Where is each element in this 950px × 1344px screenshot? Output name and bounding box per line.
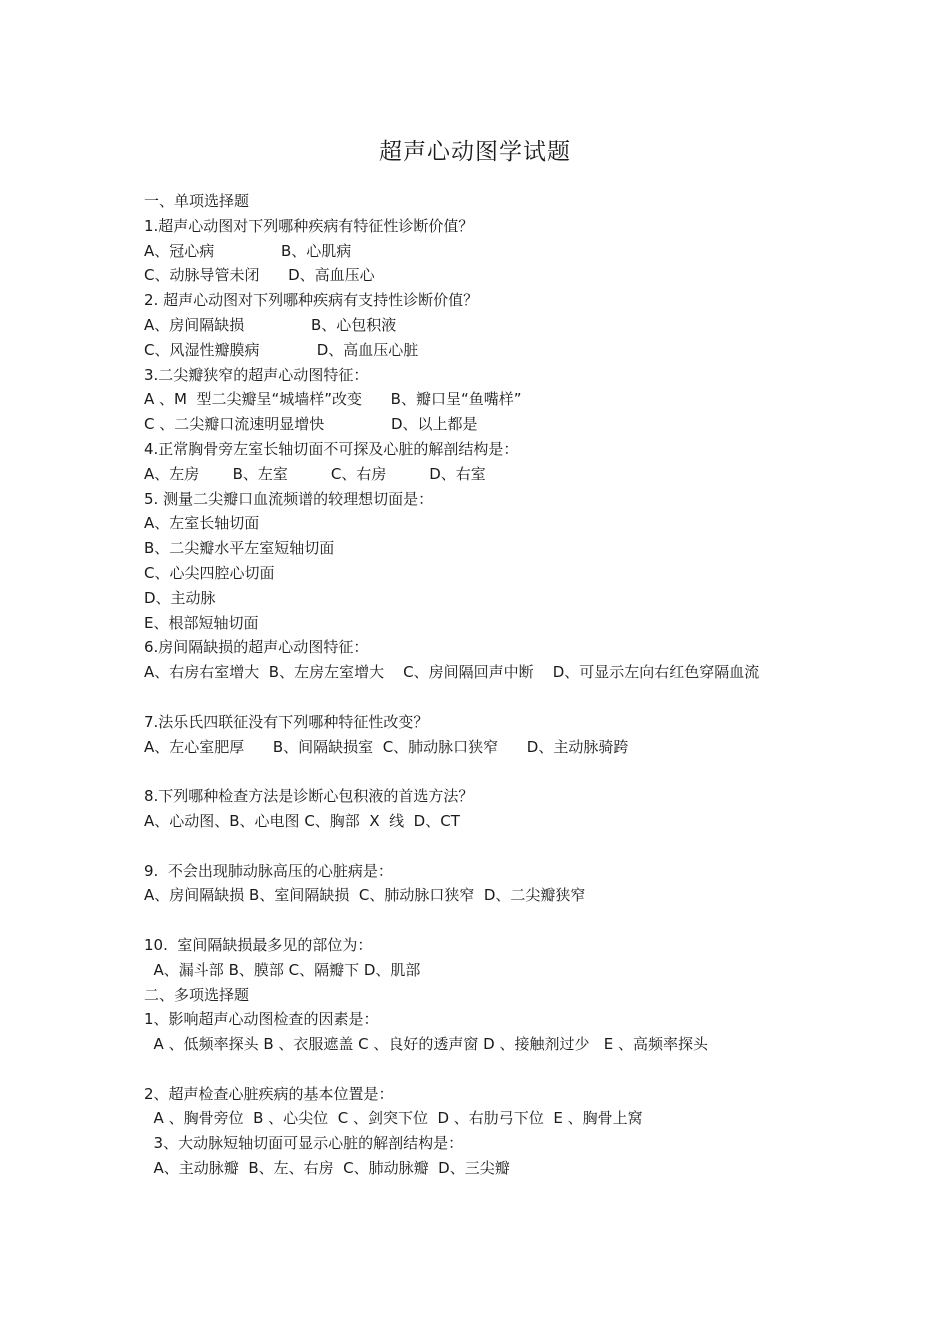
blank-line (144, 685, 844, 710)
blank-line (144, 908, 844, 933)
text-line: 3、大动脉短轴切面可显示心脏的解剖结构是： (144, 1134, 464, 1153)
text-line: A 、胸骨旁位 B 、心尖位 C 、剑突下位 D 、右肋弓下位 E 、胸骨上窝 (144, 1109, 643, 1128)
text-line: A、左心室肥厚 B、间隔缺损室 C、肺动脉口狭窄 D、主动脉骑跨 (144, 737, 629, 756)
text-line: 7.法乐氏四联征没有下列哪种特征性改变？ (144, 712, 429, 731)
text-line: A、左室长轴切面 (144, 514, 260, 533)
text-line: 6.房间隔缺损的超声心动图特征： (144, 638, 369, 657)
text-line: 10. 室间隔缺损最多见的部位为： (144, 935, 373, 954)
text-line: 8.下列哪种检查方法是诊断心包积液的首选方法？ (144, 787, 474, 806)
text-line: 一、单项选择题 (144, 192, 250, 210)
text-line: A 、M 型二尖瓣呈“城墙样”改变 B、瓣口呈“鱼嘴样” (144, 390, 522, 409)
text-line: 1、影响超声心动图检查的因素是： (144, 1010, 379, 1029)
text-line: A、房间隔缺损 B、室间隔缺损 C、肺动脉口狭窄 D、二尖瓣狭窄 (144, 886, 586, 905)
text-line: D、主动脉 (144, 588, 216, 607)
text-line: C 、二尖瓣口流速明显增快 D、以上都是 (144, 415, 478, 434)
text-line: A 、低频率探头 B 、衣服遮盖 C 、良好的透声窗 D 、接触剂过少 E 、高频率探头 (144, 1035, 709, 1054)
text-line: 二、多项选择题 (144, 985, 250, 1004)
text-line: B、二尖瓣水平左室短轴切面 (144, 539, 335, 558)
blank-line (144, 834, 844, 859)
text-line: C、心尖四腔心切面 (144, 563, 275, 582)
text-line: A、右房右室增大 B、左房左室增大 C、房间隔回声中断 D、可显示左向右红色穿隔血流 (144, 663, 760, 682)
text-line: 1.超声心动图对下列哪种疾病有特征性诊断价值？ (144, 216, 474, 235)
text-line: A、心动图、B、心电图 C、胸部 X 线 D、CT (144, 811, 460, 830)
question-list (144, 189, 844, 1181)
text-line: A、漏斗部 B、膜部 C、隔瓣下 D、肌部 (144, 960, 421, 979)
text-line: E、根部短轴切面 (144, 613, 259, 632)
text-line: A、冠心病 B、心肌病 (144, 241, 352, 260)
text-line: 4.正常胸骨旁左室长轴切面不可探及心脏的解剖结构是： (144, 439, 519, 458)
text-line: 2、超声检查心脏疾病的基本位置是： (144, 1084, 394, 1103)
text-line: A、主动脉瓣 B、左、右房 C、肺动脉瓣 D、三尖瓣 (144, 1159, 510, 1178)
text-line: A、房间隔缺损 B、心包积液 (144, 315, 397, 334)
text-line: C、风湿性瓣膜病 D、高血压心脏 (144, 340, 419, 359)
text-line: 9. 不会出现肺动脉高压的心脏病是： (144, 861, 393, 880)
blank-line (144, 1057, 844, 1082)
text-line: 2. 超声心动图对下列哪种疾病有支持性诊断价值？ (144, 291, 479, 310)
text-line: 3.二尖瓣狭窄的超声心动图特征： (144, 365, 369, 384)
text-line: 5. 测量二尖瓣口血流频谱的较理想切面是： (144, 489, 434, 508)
text-line: A、左房 B、左室 C、右房 D、右室 (144, 464, 486, 483)
text-line: C、动脉导管未闭 D、高血压心 (144, 266, 375, 285)
blank-line (144, 759, 844, 784)
page-title: 超声心动图学试题 (379, 139, 571, 165)
